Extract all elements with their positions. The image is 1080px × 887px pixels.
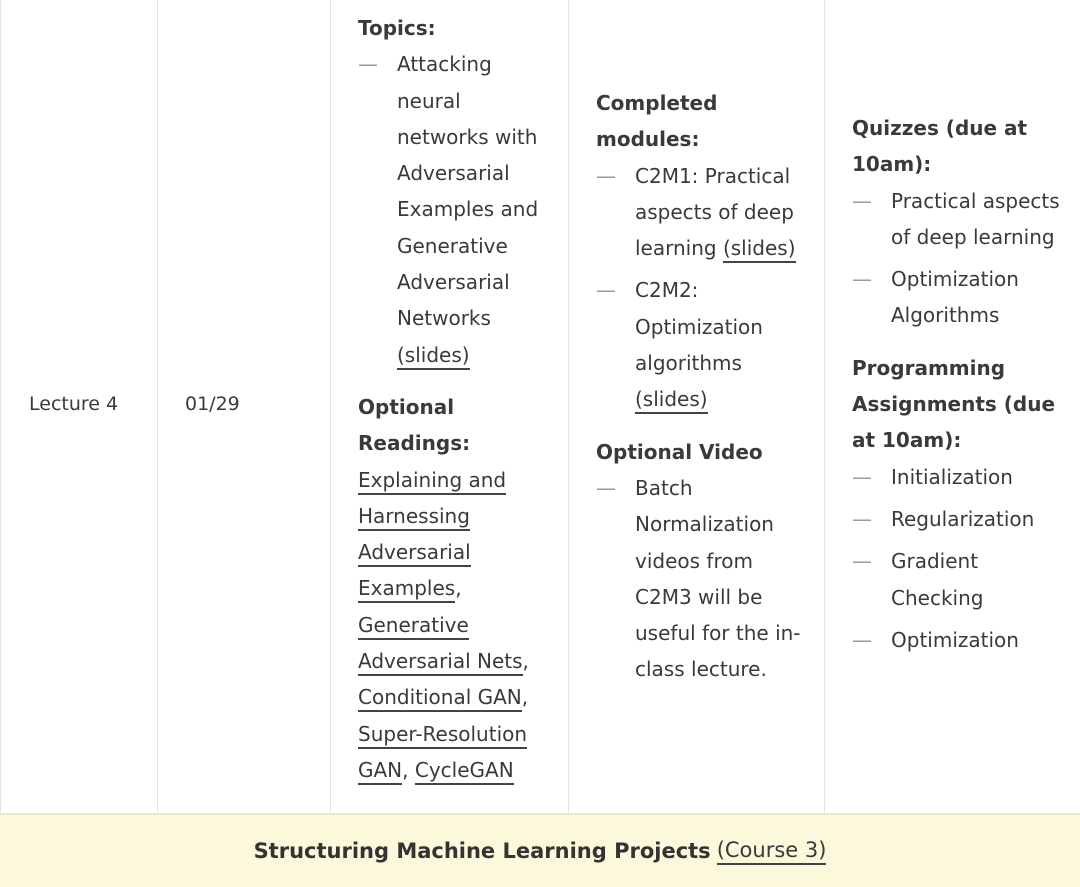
modules-list: [596, 158, 806, 418]
dash-bullet: —: [852, 464, 872, 489]
modules-heading: Completed modules:: [596, 91, 718, 152]
assignment-text: Gradient Checking: [891, 549, 984, 610]
assignments-cell: [825, 0, 1080, 813]
topics-content: [358, 10, 548, 788]
dash-bullet: —: [852, 267, 872, 292]
course-section-header: [0, 814, 1080, 887]
lecture-date: 01/29: [185, 393, 240, 415]
video-list: [596, 470, 806, 688]
topics-cell: [331, 0, 569, 813]
course-title: Structuring Machine Learning Projects: [253, 839, 711, 863]
topic-text: Attacking neural networks with Adversarial Examples and Generative Adversarial Networks: [397, 52, 539, 331]
modules-content: [596, 85, 806, 688]
dash-bullet: —: [596, 163, 616, 188]
list-item: [852, 501, 1072, 537]
lecture-name: Lecture 4: [29, 393, 119, 415]
quiz-list: [852, 183, 1072, 334]
dash-bullet: —: [596, 475, 616, 500]
dash-bullet: —: [852, 627, 872, 652]
reading-link[interactable]: Generative Adversarial Nets: [358, 613, 523, 676]
topics-heading: Topics:: [358, 16, 436, 40]
video-heading: Optional Video: [596, 439, 763, 464]
module-slides-link[interactable]: (slides): [635, 387, 708, 414]
module-slides-link[interactable]: (slides): [723, 236, 796, 263]
assignment-text: Initialization: [891, 464, 1013, 489]
assignment-text: Regularization: [891, 506, 1035, 531]
list-item: [852, 261, 1072, 334]
modules-cell: [569, 0, 825, 813]
topic-slides-link[interactable]: (slides): [397, 343, 470, 370]
list-item: [596, 470, 806, 688]
list-item: [596, 272, 806, 417]
readings-heading: Optional Readings:: [358, 394, 471, 456]
video-text: Batch Normalization videos from C2M3 will be useful for the in-class lecture.: [635, 475, 801, 682]
assignments-content: [852, 110, 1072, 658]
module-text: C2M1: Practical aspects of deep learning: [635, 163, 794, 261]
reading-link[interactable]: CycleGAN: [415, 758, 514, 785]
assignment-text: Optimization: [891, 627, 1019, 652]
dash-bullet: —: [596, 278, 616, 303]
quiz-heading: Quizzes (due at 10am):: [852, 116, 1028, 177]
topics-list: [358, 46, 548, 373]
programming-heading: Programming Assignments (due at 10am):: [852, 355, 1056, 453]
list-item: [358, 46, 548, 373]
course-link[interactable]: (Course 3): [717, 838, 827, 865]
list-item: [852, 459, 1072, 495]
programming-list: [852, 459, 1072, 658]
lecture-name-cell: [0, 0, 158, 813]
list-item: [852, 183, 1072, 256]
reading-link[interactable]: Explaining and Harnessing Adversarial Examples: [358, 468, 506, 604]
dash-bullet: —: [852, 506, 872, 531]
dash-bullet: —: [852, 549, 872, 574]
list-item: [852, 543, 1072, 616]
list-item: [852, 622, 1072, 658]
list-item: [596, 158, 806, 267]
dash-bullet: —: [852, 188, 872, 213]
module-text: C2M2: Optimization algorithms: [635, 278, 763, 376]
quiz-text: Practical aspects of deep learning: [891, 188, 1060, 249]
dash-bullet: —: [358, 52, 378, 77]
quiz-text: Optimization Algorithms: [891, 267, 1019, 328]
reading-link[interactable]: Super-Resolution GAN: [358, 722, 527, 785]
lecture-date-cell: [158, 0, 331, 813]
readings-list: Explaining and Harnessing Adversarial Examples, Generative Adversarial Nets, Conditional GAN, Super-Resolution GAN, CycleGAN: [358, 462, 548, 789]
reading-link[interactable]: Conditional GAN: [358, 685, 522, 712]
